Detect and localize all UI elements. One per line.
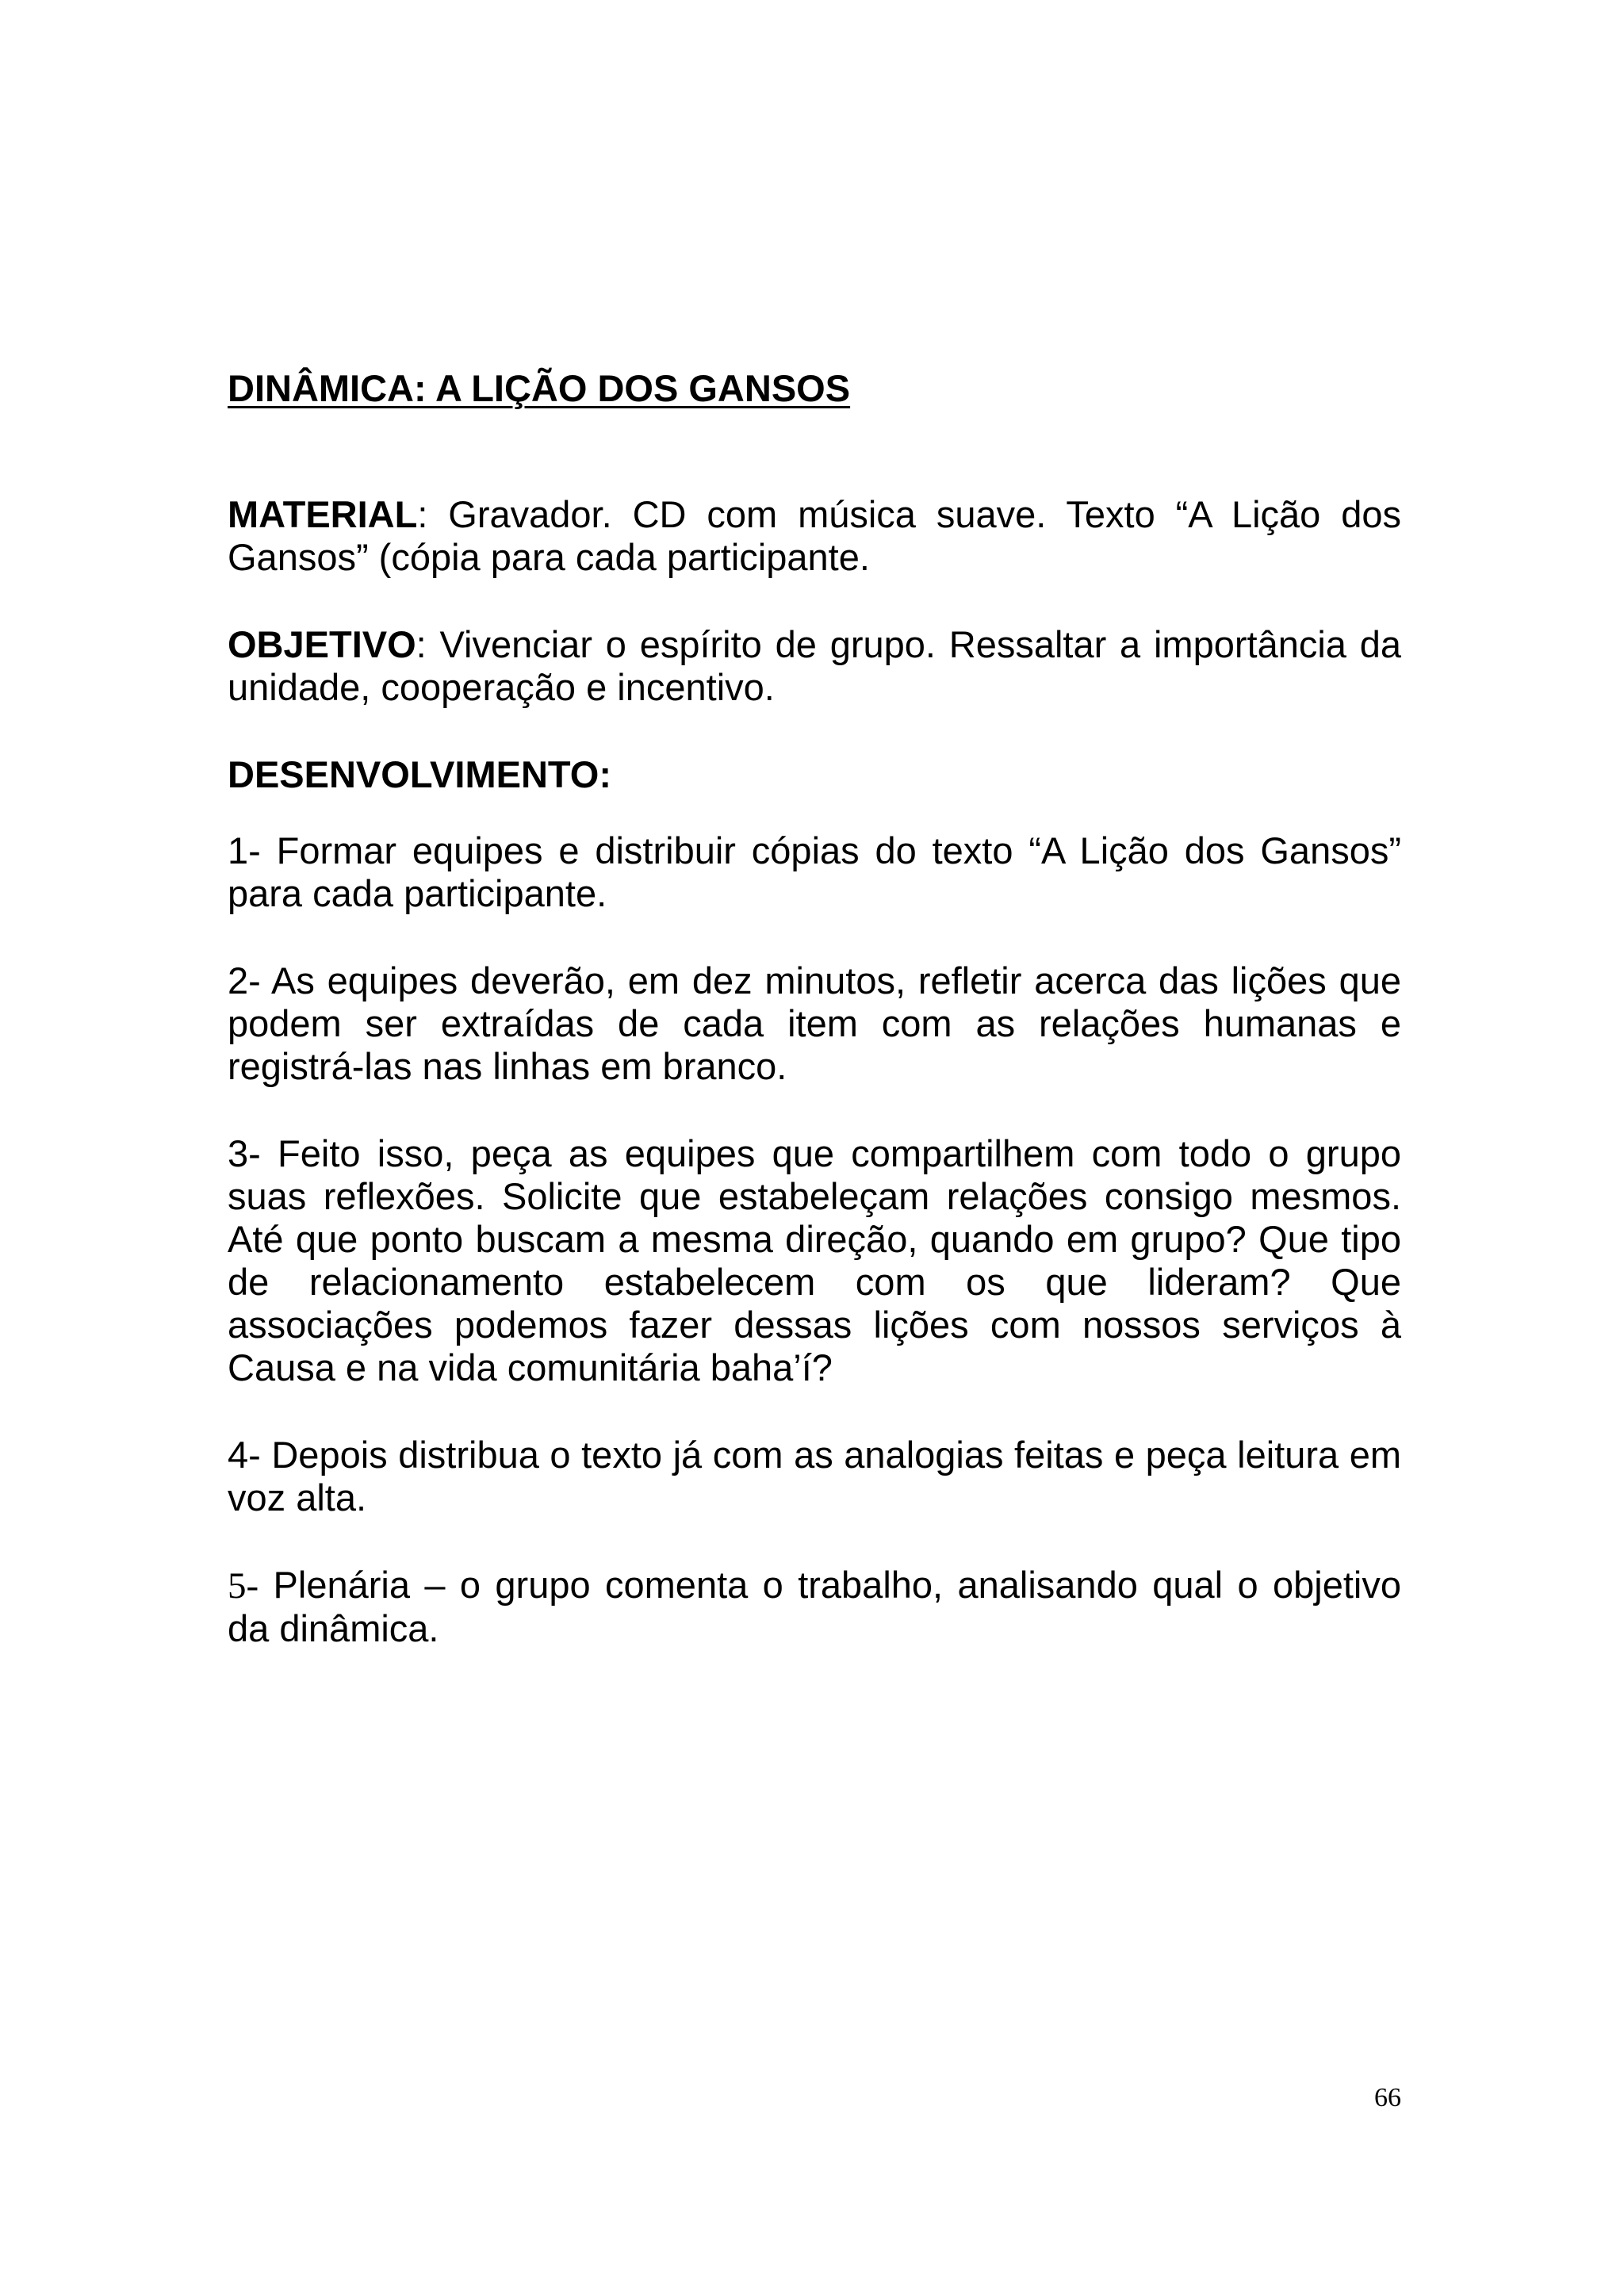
step-text: Depois distribua o texto já com as analogias feitas e peça leitura em voz alta. — [228, 1434, 1401, 1518]
objetivo-text: : Vivenciar o espírito de grupo. Ressaltar a importância da unidade, cooperação e incentivo. — [228, 623, 1401, 708]
step-text: Plenária – o grupo comenta o trabalho, analisando qual o objetivo da dinâmica. — [228, 1564, 1401, 1649]
step-number: 5- — [228, 1565, 259, 1607]
step-text: Feito isso, peça as equipes que compartilhem com todo o grupo suas reflexões. Solicite que estabeleçam relações consigo mesmos. Até que ponto buscam a mesma direção, quando em grupo? Que tipo de relacionamento estabelecem com os que lideram? Que associações podemos fazer dessas lições com nossos serviços à Causa e na vida comunitária baha’í? — [228, 1132, 1401, 1388]
step-3 — [228, 1132, 1401, 1389]
step-text: Formar equipes e distribuir cópias do texto “A Lição dos Gansos” para cada participante. — [228, 829, 1401, 914]
document-body — [228, 365, 1401, 1695]
step-2 — [228, 959, 1401, 1088]
desenvolvimento-heading: DESENVOLVIMENTO: — [228, 753, 611, 795]
step-number: 3- — [228, 1132, 261, 1174]
document-title: DINÂMICA: A LIÇÃO DOS GANSOS — [228, 367, 851, 409]
material-paragraph — [228, 493, 1401, 579]
page-number: 66 — [1374, 2083, 1401, 2112]
step-1 — [228, 829, 1401, 915]
objetivo-label: OBJETIVO — [228, 623, 416, 665]
objetivo-paragraph — [228, 623, 1401, 709]
step-text: As equipes deverão, em dez minutos, refletir acerca das lições que podem ser extraídas de cada item com as relações humanas e registrá-las nas linhas em branco. — [228, 959, 1401, 1087]
step-5 — [228, 1564, 1401, 1650]
step-number: 2- — [228, 959, 261, 1001]
step-4 — [228, 1434, 1401, 1519]
material-label: MATERIAL — [228, 493, 418, 535]
step-number: 4- — [228, 1434, 261, 1476]
step-number: 1- — [228, 829, 261, 871]
material-text: : Gravador. CD com música suave. Texto “A Lição dos Gansos” (cópia para cada participante. — [228, 493, 1401, 578]
